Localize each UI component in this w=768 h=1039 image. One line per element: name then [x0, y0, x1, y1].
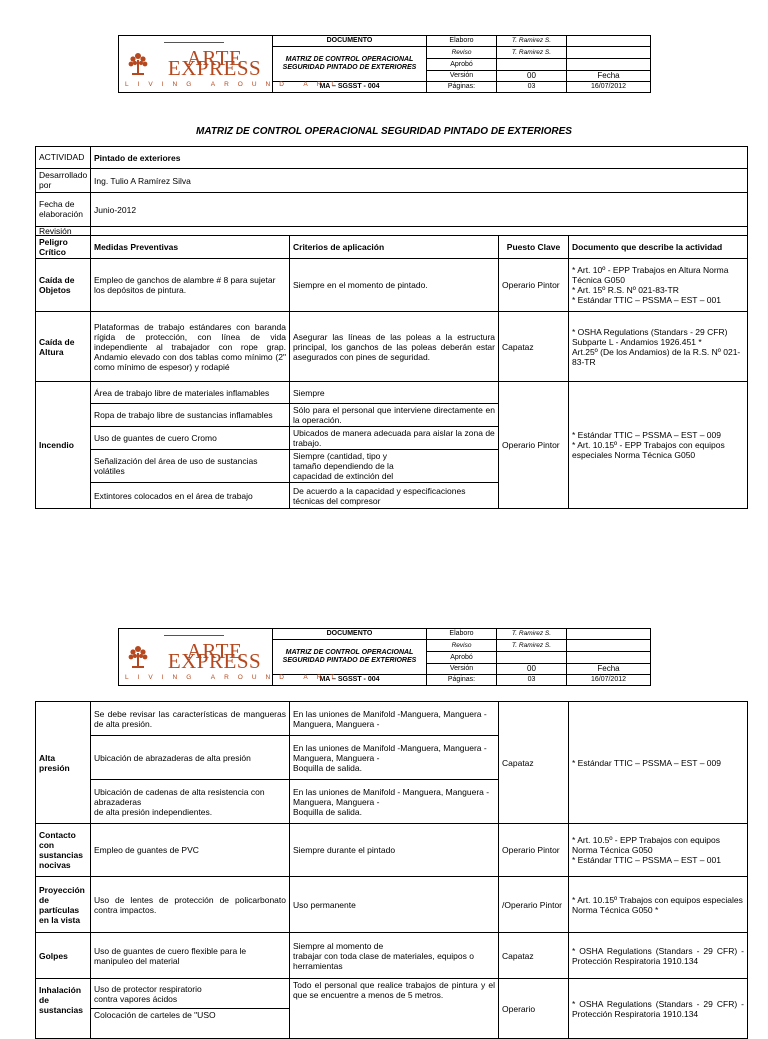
reference-cell: * Art. 10º - EPP Trabajos en Altura Norma Técnica G050 * Art. 15º R.S. Nº 021-83-TR * Estándar TTIC – PSSMA – EST – 001: [569, 259, 748, 312]
table-row: [36, 312, 748, 382]
document-code: MA – SGSST - 004: [273, 675, 427, 686]
criteria-cell: De acuerdo a la capacidad y especificaciones técnicas del compresor: [290, 483, 499, 509]
hazard-cell: Proyección de partículas en la vista: [36, 877, 91, 933]
table-row: [36, 702, 748, 736]
role-cell: /Operario Pintor: [499, 877, 569, 933]
elaboro-label: Elaboro: [427, 629, 497, 640]
desarrollado-value: Ing. Tulio A Ramírez Silva: [91, 169, 748, 193]
table-row: [36, 824, 748, 877]
fecha-value: 16/07/2012: [567, 675, 651, 686]
document-code: MA – SGSST - 004: [273, 82, 427, 93]
hazard-cell: Inhalación de sustancias: [36, 979, 91, 1039]
criteria-cell: Siempre: [290, 382, 499, 404]
hazard-cell: Incendio: [36, 382, 91, 509]
document-header: [118, 35, 651, 93]
measure-cell: Área de trabajo libre de materiales inflamables: [91, 382, 290, 404]
reviso-label: Reviso: [427, 640, 497, 652]
column-header-documento: Documento que describe la actividad: [569, 236, 748, 259]
reference-cell: * Estándar TTIC – PSSMA – EST – 009: [569, 702, 748, 824]
actividad-label: ACTIVIDAD: [36, 147, 91, 169]
paginas-label: Páginas:: [427, 675, 497, 686]
logo-tagline: LIVING AROUND ART: [125, 81, 344, 88]
criteria-cell: Ubicados de manera adecuada para aislar la zona de trabajo.: [290, 427, 499, 450]
role-cell: Capataz: [499, 933, 569, 979]
role-cell: Operario: [499, 979, 569, 1039]
table-row: [36, 259, 748, 312]
actividad-value: Pintado de exteriores: [91, 147, 748, 169]
reviso-value: T. Ramirez S.: [497, 640, 567, 652]
role-cell: Capataz: [499, 702, 569, 824]
elaboro-label: Elaboro: [427, 36, 497, 47]
fecha-elaboracion-value: Junio-2012: [91, 193, 748, 227]
criteria-cell: Siempre durante el pintado: [290, 824, 499, 877]
version-label: Versión: [427, 664, 497, 675]
company-logo: [119, 629, 344, 686]
column-header-medidas: Medidas Preventivas: [91, 236, 290, 259]
role-cell: Operario Pintor: [499, 259, 569, 312]
version-value: 00: [497, 664, 567, 675]
reviso-label: Reviso: [427, 47, 497, 59]
document-header-page2: [118, 628, 651, 686]
logo-wordmark: ARTE EXPRESS: [167, 46, 262, 80]
reference-cell: * OSHA Regulations (Standars - 29 CFR) Subparte L - Andamios 1926.451 * Art.25º (De los Andamios) de la R.S. Nº 021-83-TR: [569, 312, 748, 382]
measure-cell: Ubicación de cadenas de alta resistencia con abrazaderas de alta presión independientes.: [91, 780, 290, 824]
document-title: MATRIZ DE CONTROL OPERACIONAL SEGURIDAD PINTADO DE EXTERIORES: [273, 47, 427, 82]
measure-cell: Colocación de carteles de "USO: [91, 1009, 290, 1039]
paginas-label: Páginas:: [427, 82, 497, 93]
criteria-cell: Sólo para el personal que interviene directamente en la operación.: [290, 404, 499, 427]
criteria-cell: Siempre en el momento de pintado.: [290, 259, 499, 312]
table-row: [36, 933, 748, 979]
role-cell: Operario Pintor: [499, 382, 569, 509]
fecha-value: 16/07/2012: [567, 82, 651, 93]
version-value: 00: [497, 71, 567, 82]
criteria-cell: En las uniones de Manifold -Manguera, Manguera - Manguera, Manguera -: [290, 702, 499, 736]
documento-label: DOCUMENTO: [273, 36, 427, 47]
column-header-criterios: Criterios de aplicación: [290, 236, 499, 259]
column-header-puesto: Puesto Clave: [499, 236, 569, 259]
version-label: Versión: [427, 71, 497, 82]
elaboro-value: T. Ramirez S.: [497, 629, 567, 640]
fecha-elaboracion-label: Fecha de elaboración: [36, 193, 91, 227]
revision-label: Revisión: [36, 227, 91, 236]
criteria-cell: Asegurar las líneas de las poleas a la estructura principal, los ganchos de las poleas deberán estar asegurados con pines de seguridad.: [290, 312, 499, 382]
criteria-cell: Uso permanente: [290, 877, 499, 933]
table-row: [36, 382, 748, 404]
logo-tagline: LIVING AROUND ART: [125, 674, 344, 681]
reference-cell: * Art. 10.5º - EPP Trabajos con equipos Norma Técnica G050 * Estándar TTIC – PSSMA – EST – 001: [569, 824, 748, 877]
role-cell: Operario Pintor: [499, 824, 569, 877]
aprobo-label: Aprobó: [427, 59, 497, 71]
measure-cell: Empleo de guantes de PVC: [91, 824, 290, 877]
reference-cell: * Art. 10.15º Trabajos con equipos especiales Norma Técnica G050 *: [569, 877, 748, 933]
measure-cell: Extintores colocados en el área de trabajo: [91, 483, 290, 509]
aprobo-label: Aprobó: [427, 652, 497, 664]
matrix-table-page1: [35, 146, 748, 509]
measure-cell: Se debe revisar las características de mangueras de alta presión.: [91, 702, 290, 736]
hazard-cell: Caída de Altura: [36, 312, 91, 382]
measure-cell: Ropa de trabajo libre de sustancias inflamables: [91, 404, 290, 427]
elaboro-value: T. Ramirez S.: [497, 36, 567, 47]
measure-cell: Uso de guantes de cuero flexible para le manipuleo del material: [91, 933, 290, 979]
criteria-cell: En las uniones de Manifold - Manguera, Manguera - Manguera, Manguera - Boquilla de salida.: [290, 780, 499, 824]
measure-cell: Uso de guantes de cuero Cromo: [91, 427, 290, 450]
measure-cell: Empleo de ganchos de alambre # 8 para sujetar los depósitos de pintura.: [91, 259, 290, 312]
measure-cell: Uso de protector respiratorio contra vapores ácidos: [91, 979, 290, 1009]
page-title: MATRIZ DE CONTROL OPERACIONAL SEGURIDAD PINTADO DE EXTERIORES: [196, 126, 572, 137]
reference-cell: * OSHA Regulations (Standars - 29 CFR) - Protección Respiratoria 1910.134: [569, 933, 748, 979]
logo-wordmark: ARTE EXPRESS: [167, 639, 262, 673]
reference-cell: * Estándar TTIC – PSSMA – EST – 009 * Art. 10.15º - EPP Trabajos con equipos especiales Norma Técnica G050: [569, 382, 748, 509]
document-title: MATRIZ DE CONTROL OPERACIONAL SEGURIDAD PINTADO DE EXTERIORES: [273, 640, 427, 675]
measure-cell: Ubicación de abrazaderas de alta presión: [91, 736, 290, 780]
documento-label: DOCUMENTO: [273, 629, 427, 640]
table-row: [36, 979, 748, 1009]
reference-cell: * OSHA Regulations (Standars - 29 CFR) - Protección Respiratoria 1910.134: [569, 979, 748, 1039]
criteria-cell: Todo el personal que realice trabajos de pintura y el que se encuentre a menos de 5 metros.: [290, 979, 499, 1039]
hazard-cell: Golpes: [36, 933, 91, 979]
fecha-label: Fecha: [567, 71, 651, 82]
column-header-peligro: Peligro Crítico: [36, 236, 91, 259]
table-row: [36, 877, 748, 933]
reviso-value: T. Ramirez S.: [497, 47, 567, 59]
measure-cell: Plataformas de trabajo estándares con baranda rígida de protección, con línea de vida independiente al trabajador con rope grap. Andamio elevado con dos tablas como mínimo (2" como mínimo de espesor) y rodapié: [91, 312, 290, 382]
hazard-cell: Alta presión: [36, 702, 91, 824]
tree-icon: [127, 643, 149, 669]
role-cell: Capataz: [499, 312, 569, 382]
criteria-cell: Siempre al momento de trabajar con toda clase de materiales, equipos o herramientas: [290, 933, 499, 979]
matrix-table-page2: [35, 701, 748, 1039]
measure-cell: Señalización del área de uso de sustancias volátiles: [91, 450, 290, 483]
tree-icon: [127, 50, 149, 76]
hazard-cell: Caída de Objetos: [36, 259, 91, 312]
criteria-cell: Siempre (cantidad, tipo y tamaño dependiendo de la capacidad de extinción del: [290, 450, 499, 483]
criteria-cell: En las uniones de Manifold -Manguera, Manguera - Manguera, Manguera - Boquilla de salida.: [290, 736, 499, 780]
measure-cell: Uso de lentes de protección de policarbonato contra impactos.: [91, 877, 290, 933]
company-logo: [119, 36, 344, 93]
paginas-value: 03: [497, 675, 567, 686]
hazard-cell: Contacto con sustancias nocivas: [36, 824, 91, 877]
desarrollado-label: Desarrollado por: [36, 169, 91, 193]
paginas-value: 03: [497, 82, 567, 93]
fecha-label: Fecha: [567, 664, 651, 675]
